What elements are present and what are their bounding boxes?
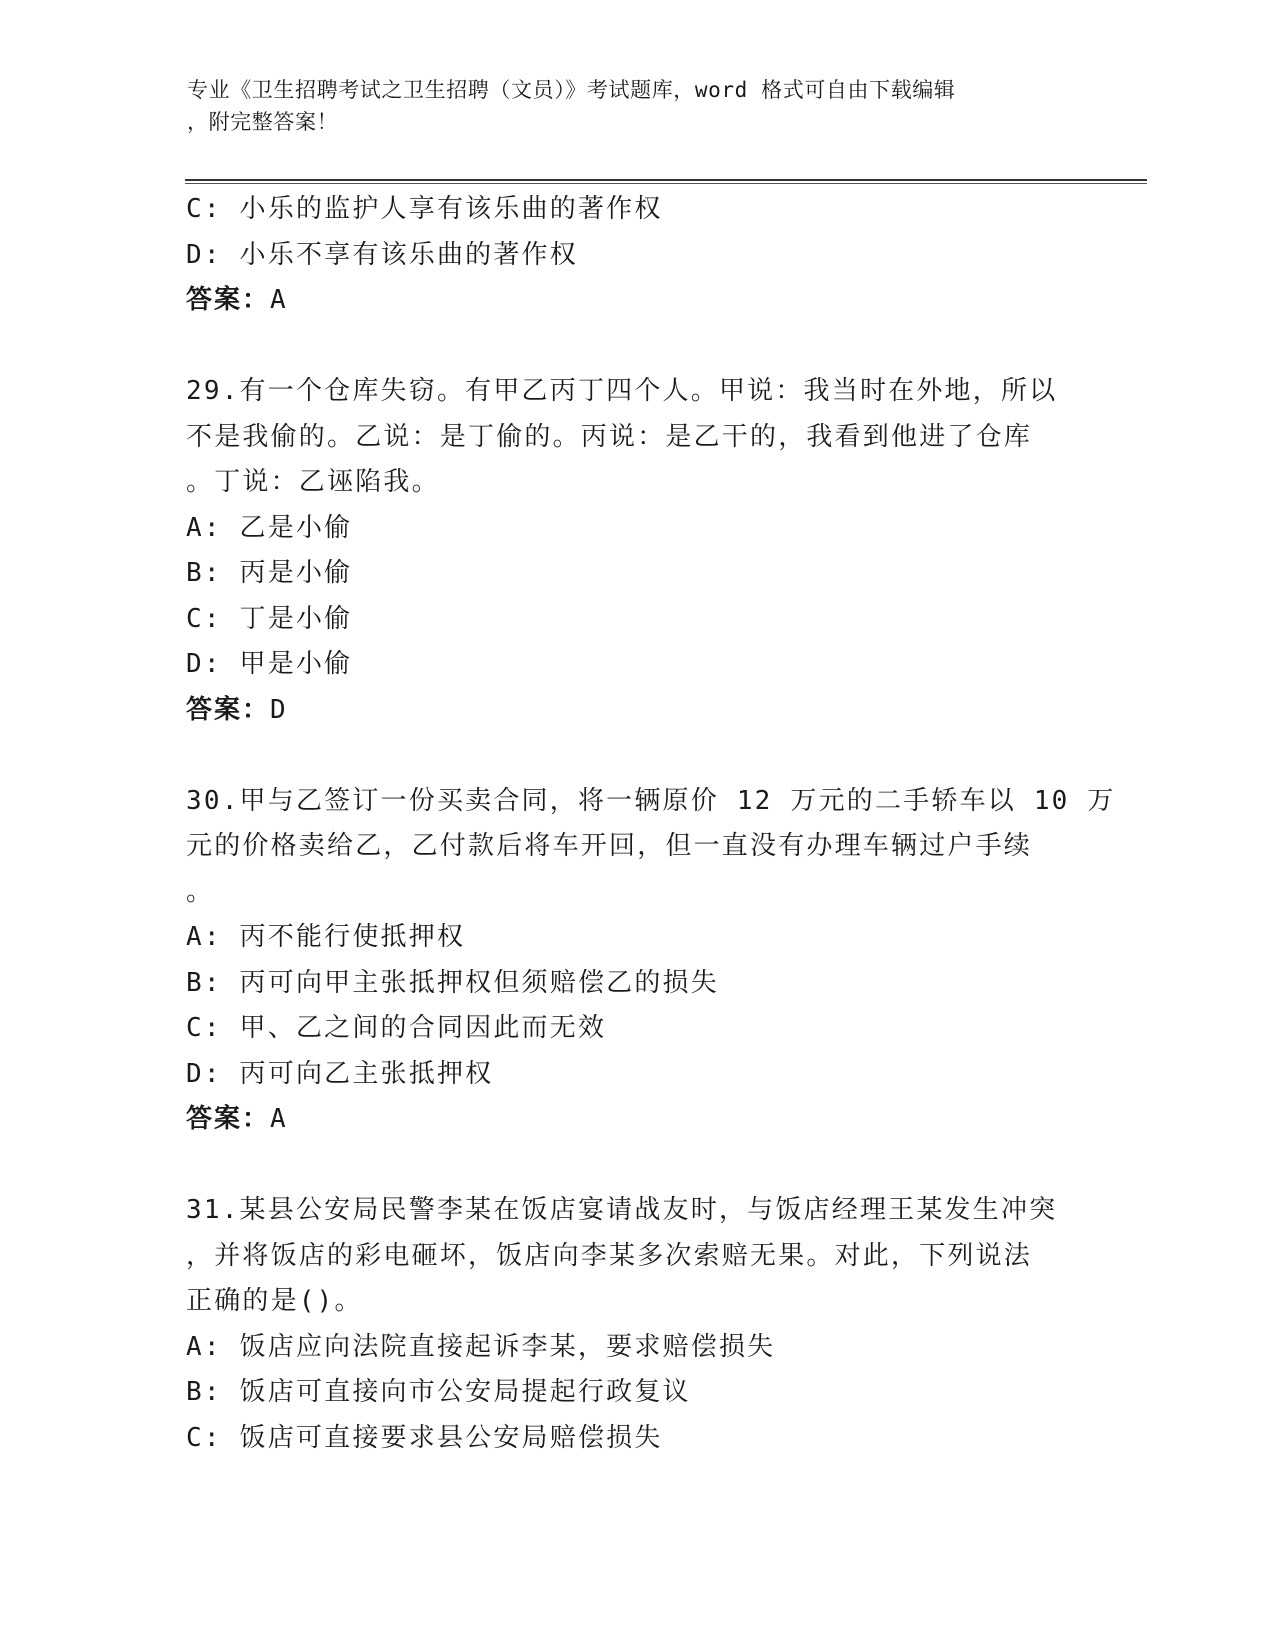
question-text-line: 。丁说：乙诬陷我。 — [186, 467, 440, 497]
question-text-line: 元的价格卖给乙，乙付款后将车开回，但一直没有办理车辆过户手续 — [186, 831, 1033, 861]
option-b: B: 丙可向甲主张抵押权但须赔偿乙的损失 — [186, 967, 719, 998]
option-c: C: 甲、乙之间的合同因此而无效 — [186, 1013, 607, 1043]
answer-line — [186, 688, 1086, 734]
answer-value: A — [270, 285, 287, 315]
document-body — [186, 187, 1116, 1461]
answer-value: D — [270, 694, 287, 725]
question-block-31 — [186, 1188, 1086, 1461]
option-d: D: 丙可向乙主张抵押权 — [186, 1058, 494, 1089]
spacer — [186, 1143, 1086, 1189]
question-text-line: 不是我偷的。乙说：是丁偷的。丙说：是乙干的，我看到他进了仓库 — [186, 421, 1033, 452]
answer-label: 答案： — [186, 1104, 271, 1134]
spacer — [186, 733, 1086, 779]
question-text-line: ，并将饭店的彩电砸坏，饭店向李某多次索赔无果。对此，下列说法 — [186, 1240, 1033, 1271]
option-c: C: 小乐的监护人享有该乐曲的著作权 — [186, 194, 663, 224]
question-block-prev — [186, 187, 1086, 324]
header-divider-thin — [185, 183, 1147, 184]
question-block-29 — [186, 369, 1086, 733]
spacer — [186, 324, 1086, 370]
header-line-1: 专业《卫生招聘考试之卫生招聘（文员）》考试题库，word 格式可自由下载编辑 — [187, 78, 956, 102]
answer-label: 答案： — [186, 694, 271, 725]
option-d: D: 小乐不享有该乐曲的著作权 — [186, 239, 578, 270]
question-block-30 — [186, 779, 1116, 1143]
option-b: B: 丙是小偷 — [186, 558, 353, 588]
answer-value: A — [270, 1104, 287, 1134]
page-header — [187, 74, 1087, 138]
option-a: A: 乙是小偷 — [186, 512, 353, 543]
option-c: C: 丁是小偷 — [186, 603, 353, 634]
question-text-line: 正确的是()。 — [186, 1286, 363, 1316]
option-b: B: 饭店可直接向市公安局提起行政复议 — [186, 1377, 691, 1407]
answer-line — [186, 1097, 1086, 1143]
answer-label: 答案： — [186, 285, 271, 315]
question-text-line: 。 — [186, 876, 215, 907]
option-a: A: 丙不能行使抵押权 — [186, 922, 466, 952]
header-divider-thick — [185, 179, 1147, 181]
header-line-2: ，附完整答案！ — [187, 110, 339, 134]
option-d: D: 甲是小偷 — [186, 649, 353, 679]
option-a: A: 饭店应向法院直接起诉李某，要求赔偿损失 — [186, 1331, 776, 1362]
option-c: C: 饭店可直接要求县公安局赔偿损失 — [186, 1422, 663, 1453]
question-text-line: 30.甲与乙签订一份买卖合同，将一辆原价 12 万元的二手轿车以 10 万 — [186, 785, 1116, 816]
question-text-line: 29.有一个仓库失窃。有甲乙丙丁四个人。甲说：我当时在外地，所以 — [186, 376, 1058, 406]
question-text-line: 31.某县公安局民警李某在饭店宴请战友时，与饭店经理王某发生冲突 — [186, 1195, 1058, 1225]
answer-line — [186, 278, 1086, 324]
